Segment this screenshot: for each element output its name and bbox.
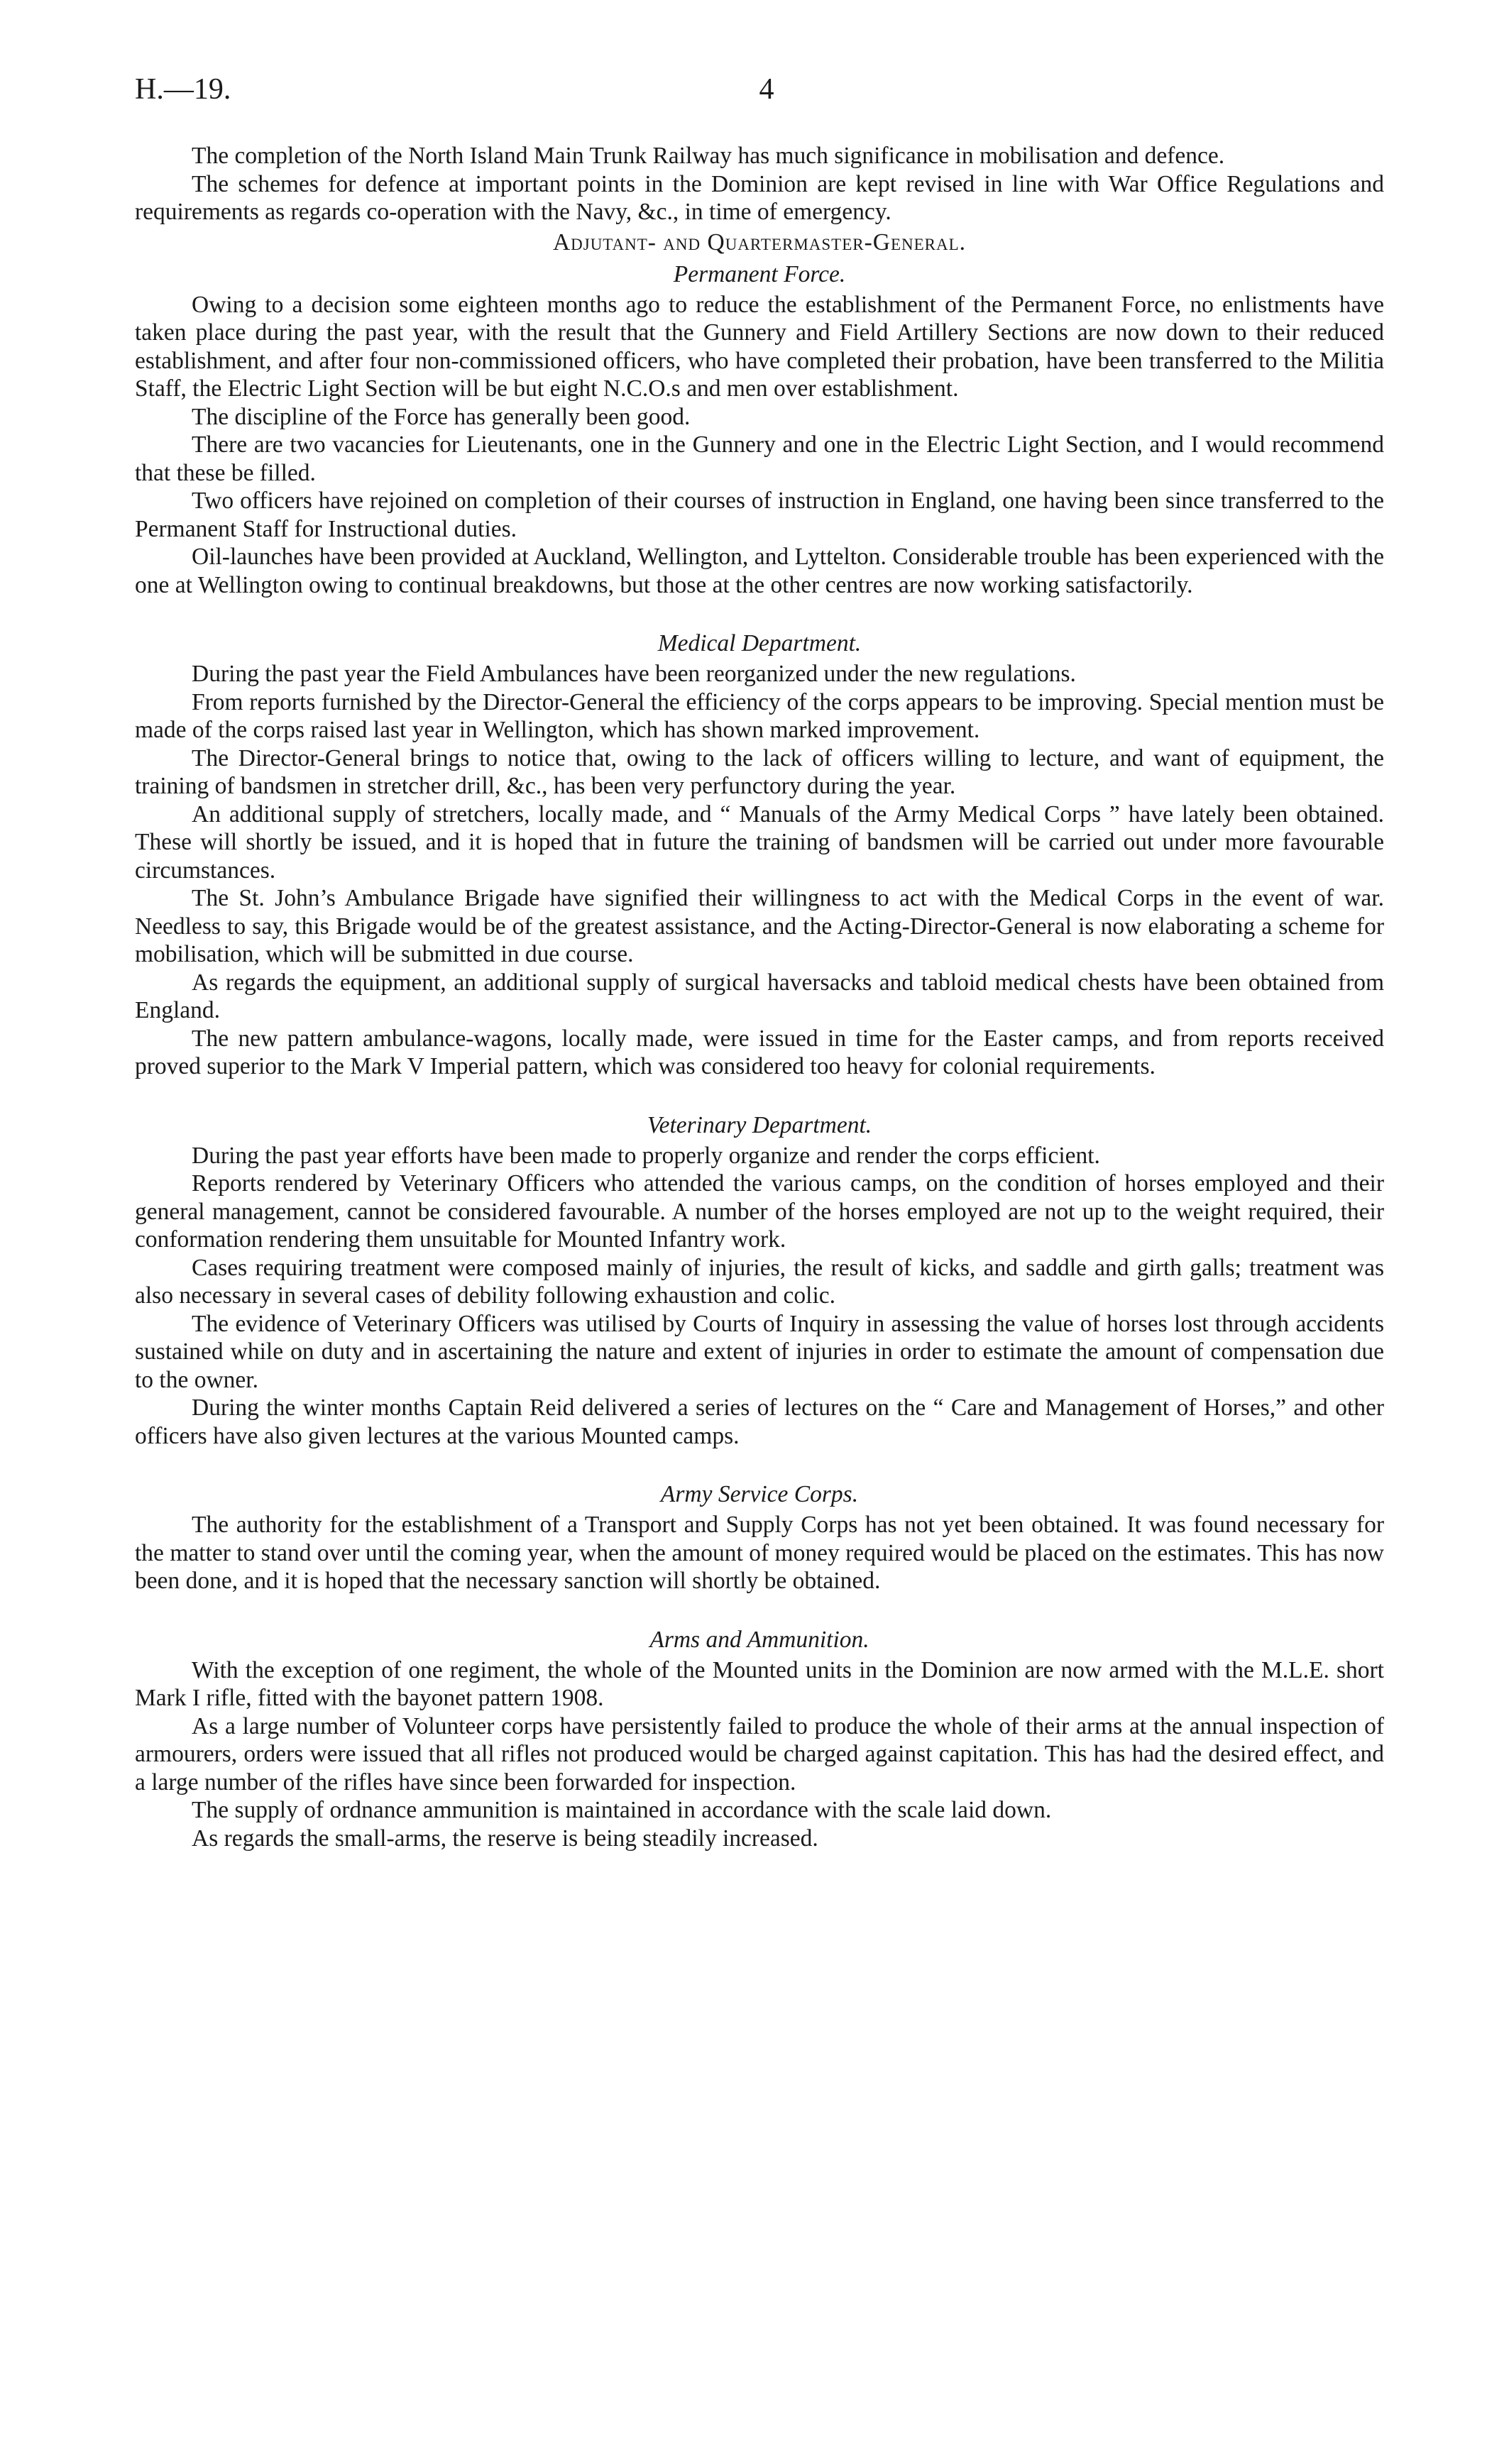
paragraph: Reports rendered by Veterinary Officers who attended the various camps, on the condition of horses employed and their general management, cannot be considered favourable. A number of the horses employed are not up to the weight required, their conformation rendering them unsuitable for Mounted Infantry work.	[135, 1170, 1384, 1253]
veterinary-section	[135, 1109, 1384, 1451]
paragraph: Cases requiring treatment were composed mainly of injuries, the result of kicks, and saddle and girth galls; treatment was also necessary in several cases of debility following exhaustion and colic.	[135, 1254, 1384, 1309]
paragraph: The authority for the establishment of a Transport and Supply Corps has not yet been obtained. It was found necessary for the matter to stand over until the coming year, when the amount of money required would be placed on the estimates. This has now been done, and it is hoped that the necessary sanction will shortly be obtained.	[135, 1512, 1384, 1594]
paragraph: As regards the small-arms, the reserve is being steadily increased.	[192, 1825, 818, 1852]
subsection-heading: Permanent Force.	[673, 260, 846, 287]
document-reference: H.—19.	[135, 73, 231, 106]
intro-section	[135, 142, 1384, 226]
paragraph: Two officers have rejoined on completion of their courses of instruction in England, one having been since transferred to the Permanent Staff for Instructional duties.	[135, 488, 1384, 542]
subsection-heading: Veterinary Department.	[647, 1111, 872, 1138]
paragraph: Owing to a decision some eighteen months ago to reduce the establishment of the Permanent Force, no enlistments have taken place during the past year, with the result that the Gunnery and Field Artillery Sections are now down to their reduced establishment, and after four non-commissioned officers, who have completed their probation, have been transferred to the Militia Staff, the Electric Light Section will be but eight N.C.O.s and men over establishment.	[135, 291, 1384, 402]
paragraph: The St. John’s Ambulance Brigade have signified their willingness to act with the Medical Corps in the event of war. Needless to say, this Brigade would be of the greatest assistance, and the Acting-Director-General is now elaborating a scheme for mobilisation, which will be submitted in due course.	[135, 885, 1384, 967]
arms-section	[135, 1624, 1384, 1853]
paragraph: During the past year efforts have been made to properly organize and render the corps efficient.	[192, 1142, 1100, 1169]
body-text	[135, 142, 1384, 1852]
paragraph: With the exception of one regiment, the whole of the Mounted units in the Dominion are now armed with the M.L.E. short Mark I rifle, fitted with the bayonet pattern 1908.	[135, 1656, 1384, 1711]
paragraph: The Director-General brings to notice that, owing to the lack of officers willing to lecture, and want of equipment, the training of bandsmen in stretcher drill, &c., has been very perfunctory during the year.	[135, 744, 1384, 799]
paragraph: Oil-launches have been provided at Auckland, Wellington, and Lyttelton. Considerable trouble has been experienced with the one at Wellington owing to continual breakdowns, but those at the other centres are now working satisfactorily.	[135, 544, 1384, 598]
paragraph: During the past year the Field Ambulances have been reorganized under the new regulations.	[192, 661, 1076, 687]
paragraph: The new pattern ambulance-wagons, locally made, were issued in time for the Easter camps, and from reports received proved superior to the Mark V Imperial pattern, which was considered too heavy for colonial requirements.	[135, 1025, 1384, 1079]
paragraph: During the winter months Captain Reid delivered a series of lectures on the “ Care and Management of Horses,” and other officers have also given lectures at the various Mounted camps.	[135, 1395, 1384, 1449]
subsection-heading: Medical Department.	[657, 630, 862, 656]
page-number: 4	[759, 73, 774, 106]
paragraph: The evidence of Veterinary Officers was utilised by Courts of Inquiry in assessing the value of horses lost through accidents sustained while on duty and in ascertaining the nature and extent of injuries in order to estimate the amount of compensation due to the owner.	[135, 1310, 1384, 1393]
running-head	[135, 68, 1384, 111]
paragraph: The schemes for defence at important points in the Dominion are kept revised in line with War Office Regulations and requirements as regards co-operation with the Navy, &c., in time of emergency.	[135, 170, 1384, 225]
medical-section	[135, 627, 1384, 1081]
adjutant-section	[135, 226, 1384, 600]
paragraph: The completion of the North Island Main Trunk Railway has much significance in mobilisation and defence.	[192, 143, 1225, 169]
paragraph: There are two vacancies for Lieutenants, one in the Gunnery and one in the Electric Light Section, and I would recommend that these be filled.	[135, 431, 1384, 486]
paragraph: As a large number of Volunteer corps have persistently failed to produce the whole of their arms at the annual inspection of armourers, orders were issued that all rifles not produced would be charged against capitation. This has had the desired effect, and a large number of the rifles have since been forwarded for inspection.	[135, 1712, 1384, 1795]
paragraph: From reports furnished by the Director-General the efficiency of the corps appears to be improving. Special mention must be made of the corps raised last year in Wellington, which has shown marked improvement.	[135, 688, 1384, 743]
paragraph: The discipline of the Force has generally been good.	[192, 403, 691, 430]
subsection-heading: Army Service Corps.	[660, 1481, 859, 1507]
paragraph: An additional supply of stretchers, locally made, and “ Manuals of the Army Medical Corps ” have lately been obtained. These will shortly be issued, and it is hoped that in future the training of bandsmen will be carried out under more favourable circumstances.	[135, 801, 1384, 884]
subsection-heading: Arms and Ammunition.	[649, 1626, 869, 1653]
section-heading: Adjutant- and Quartermaster-General.	[552, 229, 967, 255]
paragraph: As regards the equipment, an additional supply of surgical haversacks and tabloid medical chests have been obtained from England.	[135, 969, 1384, 1023]
paragraph: The supply of ordnance ammunition is maintained in accordance with the scale laid down.	[192, 1797, 1052, 1823]
army-service-section	[135, 1478, 1384, 1595]
